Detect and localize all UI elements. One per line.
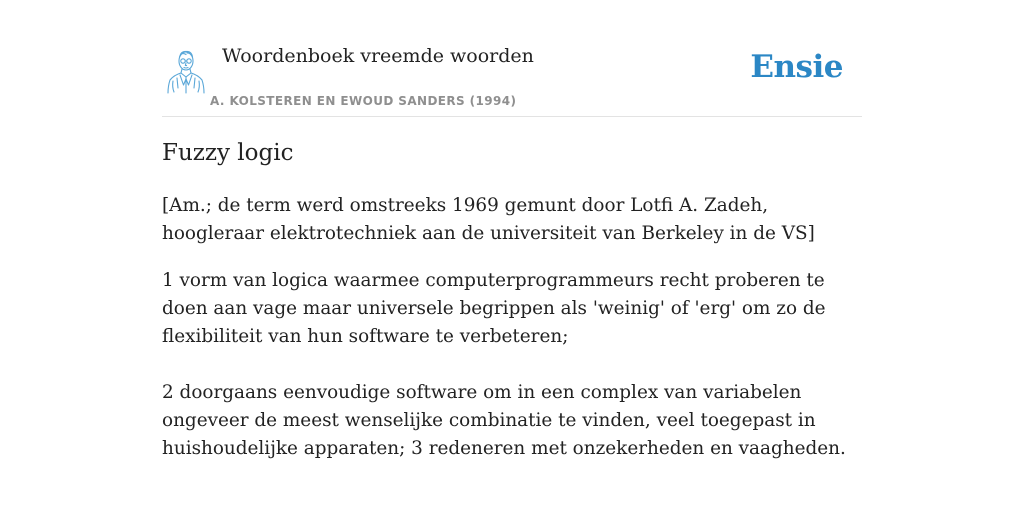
entry-definition-1: 1 vorm van logica waarmee computerprogrammeurs recht proberen te doen aan vage maar universele begrippen als 'weinig' of 'erg' om zo de flexibiliteit van hun software te verbeteren; (162, 270, 826, 347)
dictionary-header (162, 0, 862, 117)
entry-etymology: [Am.; de term werd omstreeks 1969 gemunt door Lotfi A. Zadeh, hoogleraar elektrotechniek aan de universiteit van Berkeley in de VS] (162, 195, 815, 244)
entry-definition-2: 2 doorgaans eenvoudige software om in een complex van variabelen ongeveer de meest wenselijke combinatie te vinden, veel toegepast in huishoudelijke apparaten; 3 redeneren met onzekerheden en vaagheden. (162, 382, 846, 459)
entry-title: Fuzzy logic (162, 140, 294, 166)
dictionary-title[interactable]: Woordenboek vreemde woorden (222, 45, 534, 67)
person-portrait-icon (166, 48, 206, 94)
dictionary-authors: A. KOLSTEREN EN EWOUD SANDERS (1994) (210, 94, 517, 108)
ensie-logo-link[interactable]: Ensie (750, 49, 843, 85)
